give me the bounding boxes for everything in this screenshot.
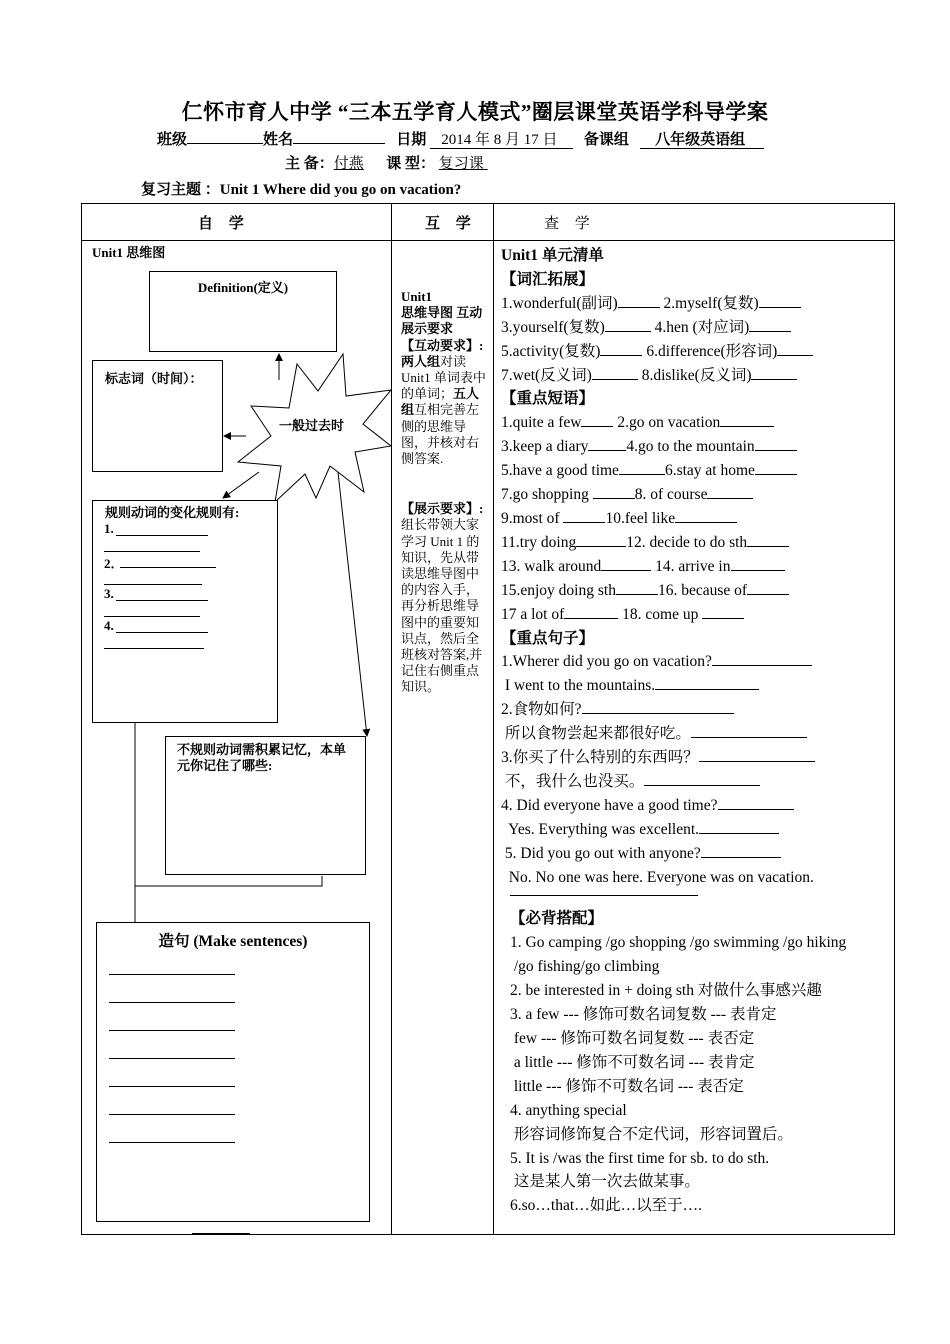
answer-blank[interactable]	[699, 819, 779, 834]
vocab-row: 7.wet(反义词) 8.dislike(反义词)	[501, 364, 891, 388]
rule-blank[interactable]	[104, 648, 204, 649]
regular-rules-label: 规则动词的变化规则有:	[105, 505, 240, 520]
regular-rules-box[interactable]	[92, 500, 278, 723]
answer-blank[interactable]	[582, 699, 734, 714]
rule-blank[interactable]	[116, 535, 208, 536]
vocab-heading: 【词汇拓展】	[501, 270, 595, 288]
checklist-title: Unit1 单元清单	[501, 247, 604, 264]
answer-blank[interactable]	[605, 317, 651, 332]
sentence-row: 所以食物尝起来都很好吃。	[501, 722, 891, 746]
sentence-blank[interactable]	[109, 1114, 235, 1115]
preparer-label: 主 备：	[285, 156, 334, 172]
answer-blank[interactable]	[747, 580, 789, 595]
preparer-line	[285, 152, 488, 173]
collocation-line: 4. anything special	[510, 1101, 627, 1119]
sentence-row: 5. Did you go out with anyone?	[501, 842, 891, 866]
sentence-row: 3.你买了什么特别的东西吗？	[501, 746, 891, 770]
phrase-row: 3.keep a diary 4.go to the mountain	[501, 435, 891, 459]
answer-blank[interactable]	[777, 341, 813, 356]
group5-label: 五人组	[401, 386, 480, 418]
phrase-heading: 【重点短语】	[501, 390, 595, 408]
lesson-type-label: 课 型：	[386, 156, 436, 172]
rule-num: 2．	[104, 556, 124, 571]
mid-heading: 思维导图 互动展示要求	[401, 305, 483, 337]
answer-blank[interactable]	[749, 317, 791, 332]
rule-num: 1.	[104, 521, 114, 536]
sentence-row: 不，我什么也没买。	[501, 770, 891, 794]
col-header-self-study: 自 学	[198, 216, 250, 232]
review-topic: 复习主题 ：Unit 1 Where did you go on vacation?	[141, 182, 462, 198]
pair-label: 两人组	[401, 353, 441, 369]
show-text: 组长带领大家学习 Unit 1 的知识，先从带读思维导图中的内容入手，再分析思维导图中的重要知识点，然后全班核对答案,并记住右侧重点知识。	[401, 517, 483, 695]
answer-blank[interactable]	[731, 556, 785, 571]
collocation-line: 5. It is /was the first time for sb. to do sth.	[510, 1149, 770, 1167]
preparer-value: 付燕	[333, 156, 364, 172]
collocation-line: 3. a few --- 修饰可数名词复数 --- 表肯定	[510, 1006, 777, 1024]
collocation-line: little --- 修饰不可数名词 --- 表否定	[510, 1077, 744, 1095]
phrase-row: 5.have a good time 6.stay at home	[501, 459, 891, 483]
answer-blank[interactable]	[702, 604, 744, 619]
answer-blank[interactable]	[563, 508, 605, 523]
sentence-row: I went to the mountains.	[501, 674, 891, 698]
mutual-study-instructions	[401, 289, 488, 696]
answer-blank[interactable]	[581, 412, 613, 427]
show-label: 【展示要求】:	[401, 501, 484, 517]
sentence-row: No. No one was here. Everyone was on vacation.	[501, 868, 814, 886]
sentence-blank[interactable]	[109, 1086, 235, 1087]
sentence-row: 4. Did everyone have a good time?	[501, 794, 891, 818]
rule-blank[interactable]	[104, 616, 200, 617]
sentence-row: 1.Wherer did you go on vacation?	[501, 650, 891, 674]
rule-num: 3.	[104, 586, 114, 601]
sentence-blank[interactable]	[109, 1002, 235, 1003]
answer-blank[interactable]	[751, 365, 797, 380]
class-blank[interactable]	[187, 129, 263, 144]
collocation-heading: 【必背搭配】	[510, 910, 604, 928]
answer-blank[interactable]	[616, 580, 658, 595]
phrase-row: 15.enjoy doing sth 16. because of	[501, 579, 891, 603]
answer-blank[interactable]	[691, 723, 807, 738]
unit-checklist	[501, 244, 891, 1218]
vocab-row: 1.wonderful(副词) 2.myself(复数)	[501, 292, 891, 316]
group5-text: 互相完善左侧的思维导图，并核对右侧答案.	[401, 402, 480, 467]
make-sentences-title: 造句 (Make sentences)	[158, 933, 308, 950]
answer-blank[interactable]	[759, 293, 801, 308]
answer-blank[interactable]	[755, 436, 797, 451]
lesson-type-value: 复习课	[438, 156, 484, 172]
phrase-row: 9.most of 10.feel like	[501, 507, 891, 531]
phrase-row: 17 a lot of 18. come up	[501, 603, 891, 627]
sentence-row	[501, 889, 891, 907]
phrase-row: 1.quite a few 2.go on vacation	[501, 411, 891, 435]
answer-blank[interactable]	[699, 747, 815, 762]
answer-blank[interactable]	[712, 651, 812, 666]
vocab-row: 5.activity(复数) 6.difference(形容词)	[501, 340, 891, 364]
irregular-verbs-label: 不规则动词需积累记忆，本单元你记住了哪些:	[177, 742, 347, 773]
name-label: 姓名	[263, 132, 294, 148]
collocation-line: 这是某人第一次去做某事。	[510, 1173, 700, 1191]
answer-blank[interactable]	[675, 508, 737, 523]
collocation-line: a little --- 修饰不可数名词 --- 表肯定	[510, 1053, 755, 1071]
info-line	[157, 128, 764, 149]
collocation-line: few --- 修饰可数名词复数 --- 表否定	[510, 1030, 755, 1047]
sentence-row: Yes. Everything was excellent.	[501, 818, 891, 842]
definition-box[interactable]	[149, 271, 337, 352]
rule-blank[interactable]	[104, 584, 202, 585]
answer-blank[interactable]	[600, 341, 642, 356]
pair-text: 对读Unit1 单词表中的单词；	[401, 353, 486, 402]
answer-blank[interactable]	[720, 412, 774, 427]
interact-label: 【互动要求】:	[401, 337, 484, 353]
collocation-line: /go fishing/go climbing	[510, 958, 660, 976]
sentence-blank[interactable]	[109, 1030, 235, 1031]
answer-blank[interactable]	[747, 532, 789, 547]
class-label: 班级	[157, 132, 188, 148]
phrase-row: 7.go shopping 8. of course	[501, 483, 891, 507]
sentence-heading: 【重点句子】	[501, 629, 595, 647]
definition-label: Definition(定义)	[197, 280, 289, 295]
rule-blank[interactable]	[116, 632, 208, 633]
answer-blank[interactable]	[644, 771, 760, 786]
collocation-line: 1. Go camping /go shopping /go swimming /go hiking	[510, 934, 847, 952]
signal-words-label: 标志词（时间）：	[105, 371, 203, 386]
irregular-verbs-box[interactable]	[165, 736, 366, 875]
collocation-line: 2. be interested in + doing sth 对做什么事感兴趣	[510, 982, 822, 1000]
sentence-blank[interactable]	[109, 1058, 235, 1059]
group-value: 八年级英语组	[640, 132, 764, 149]
column-divider	[493, 203, 494, 1235]
vocab-row: 3.yourself(复数) 4.hen (对应词)	[501, 316, 891, 340]
answer-blank[interactable]	[510, 881, 698, 896]
rule-blank[interactable]	[104, 551, 200, 552]
answer-blank[interactable]	[592, 365, 638, 380]
signal-words-box[interactable]	[92, 360, 223, 472]
answer-blank[interactable]	[701, 843, 781, 858]
answer-blank[interactable]	[618, 293, 660, 308]
group-label: 备课组	[583, 132, 629, 148]
sentence-blank[interactable]	[109, 974, 235, 975]
mindmap-title: Unit1 思维图	[92, 245, 166, 260]
sentence-blank[interactable]	[109, 1142, 235, 1143]
answer-blank[interactable]	[619, 460, 665, 475]
date-value: 2014 年 8 月 17 日	[430, 132, 573, 149]
center-topic: 一般过去时	[279, 418, 345, 433]
answer-blank[interactable]	[588, 436, 626, 451]
phrase-row: 11.try doing 12. decide to do sth	[501, 531, 891, 555]
mid-unit: Unit1	[401, 289, 433, 304]
answer-blank[interactable]	[564, 604, 618, 619]
rule-blank[interactable]	[120, 567, 216, 568]
rule-blank[interactable]	[116, 600, 208, 601]
name-blank[interactable]	[293, 129, 385, 144]
answer-blank[interactable]	[655, 675, 759, 690]
answer-blank[interactable]	[576, 532, 626, 547]
answer-blank[interactable]	[707, 484, 753, 499]
collocation-line: 形容词修饰复合不定代词，形容词置后。	[510, 1125, 793, 1143]
collocation-line: 6.so…that…如此…以至于….	[510, 1197, 703, 1215]
page-title: 仁怀市育人中学 “三本五学育人模式”圈层课堂英语学科导学案	[181, 100, 769, 124]
col-header-mutual-study: 互 学	[425, 216, 477, 232]
date-label: 日期	[396, 132, 427, 148]
make-sentences-box[interactable]	[96, 922, 370, 1222]
sentence-row: 2.食物如何?	[501, 698, 891, 722]
rule-num: 4.	[104, 618, 114, 633]
phrase-row: 13. walk around 14. arrive in	[501, 555, 891, 579]
col-header-check-study: 查 学	[544, 216, 596, 232]
answer-blank[interactable]	[601, 556, 651, 571]
answer-blank[interactable]	[755, 460, 797, 475]
answer-blank[interactable]	[593, 484, 635, 499]
answer-blank[interactable]	[718, 795, 794, 810]
bottom-mark	[192, 1233, 250, 1234]
